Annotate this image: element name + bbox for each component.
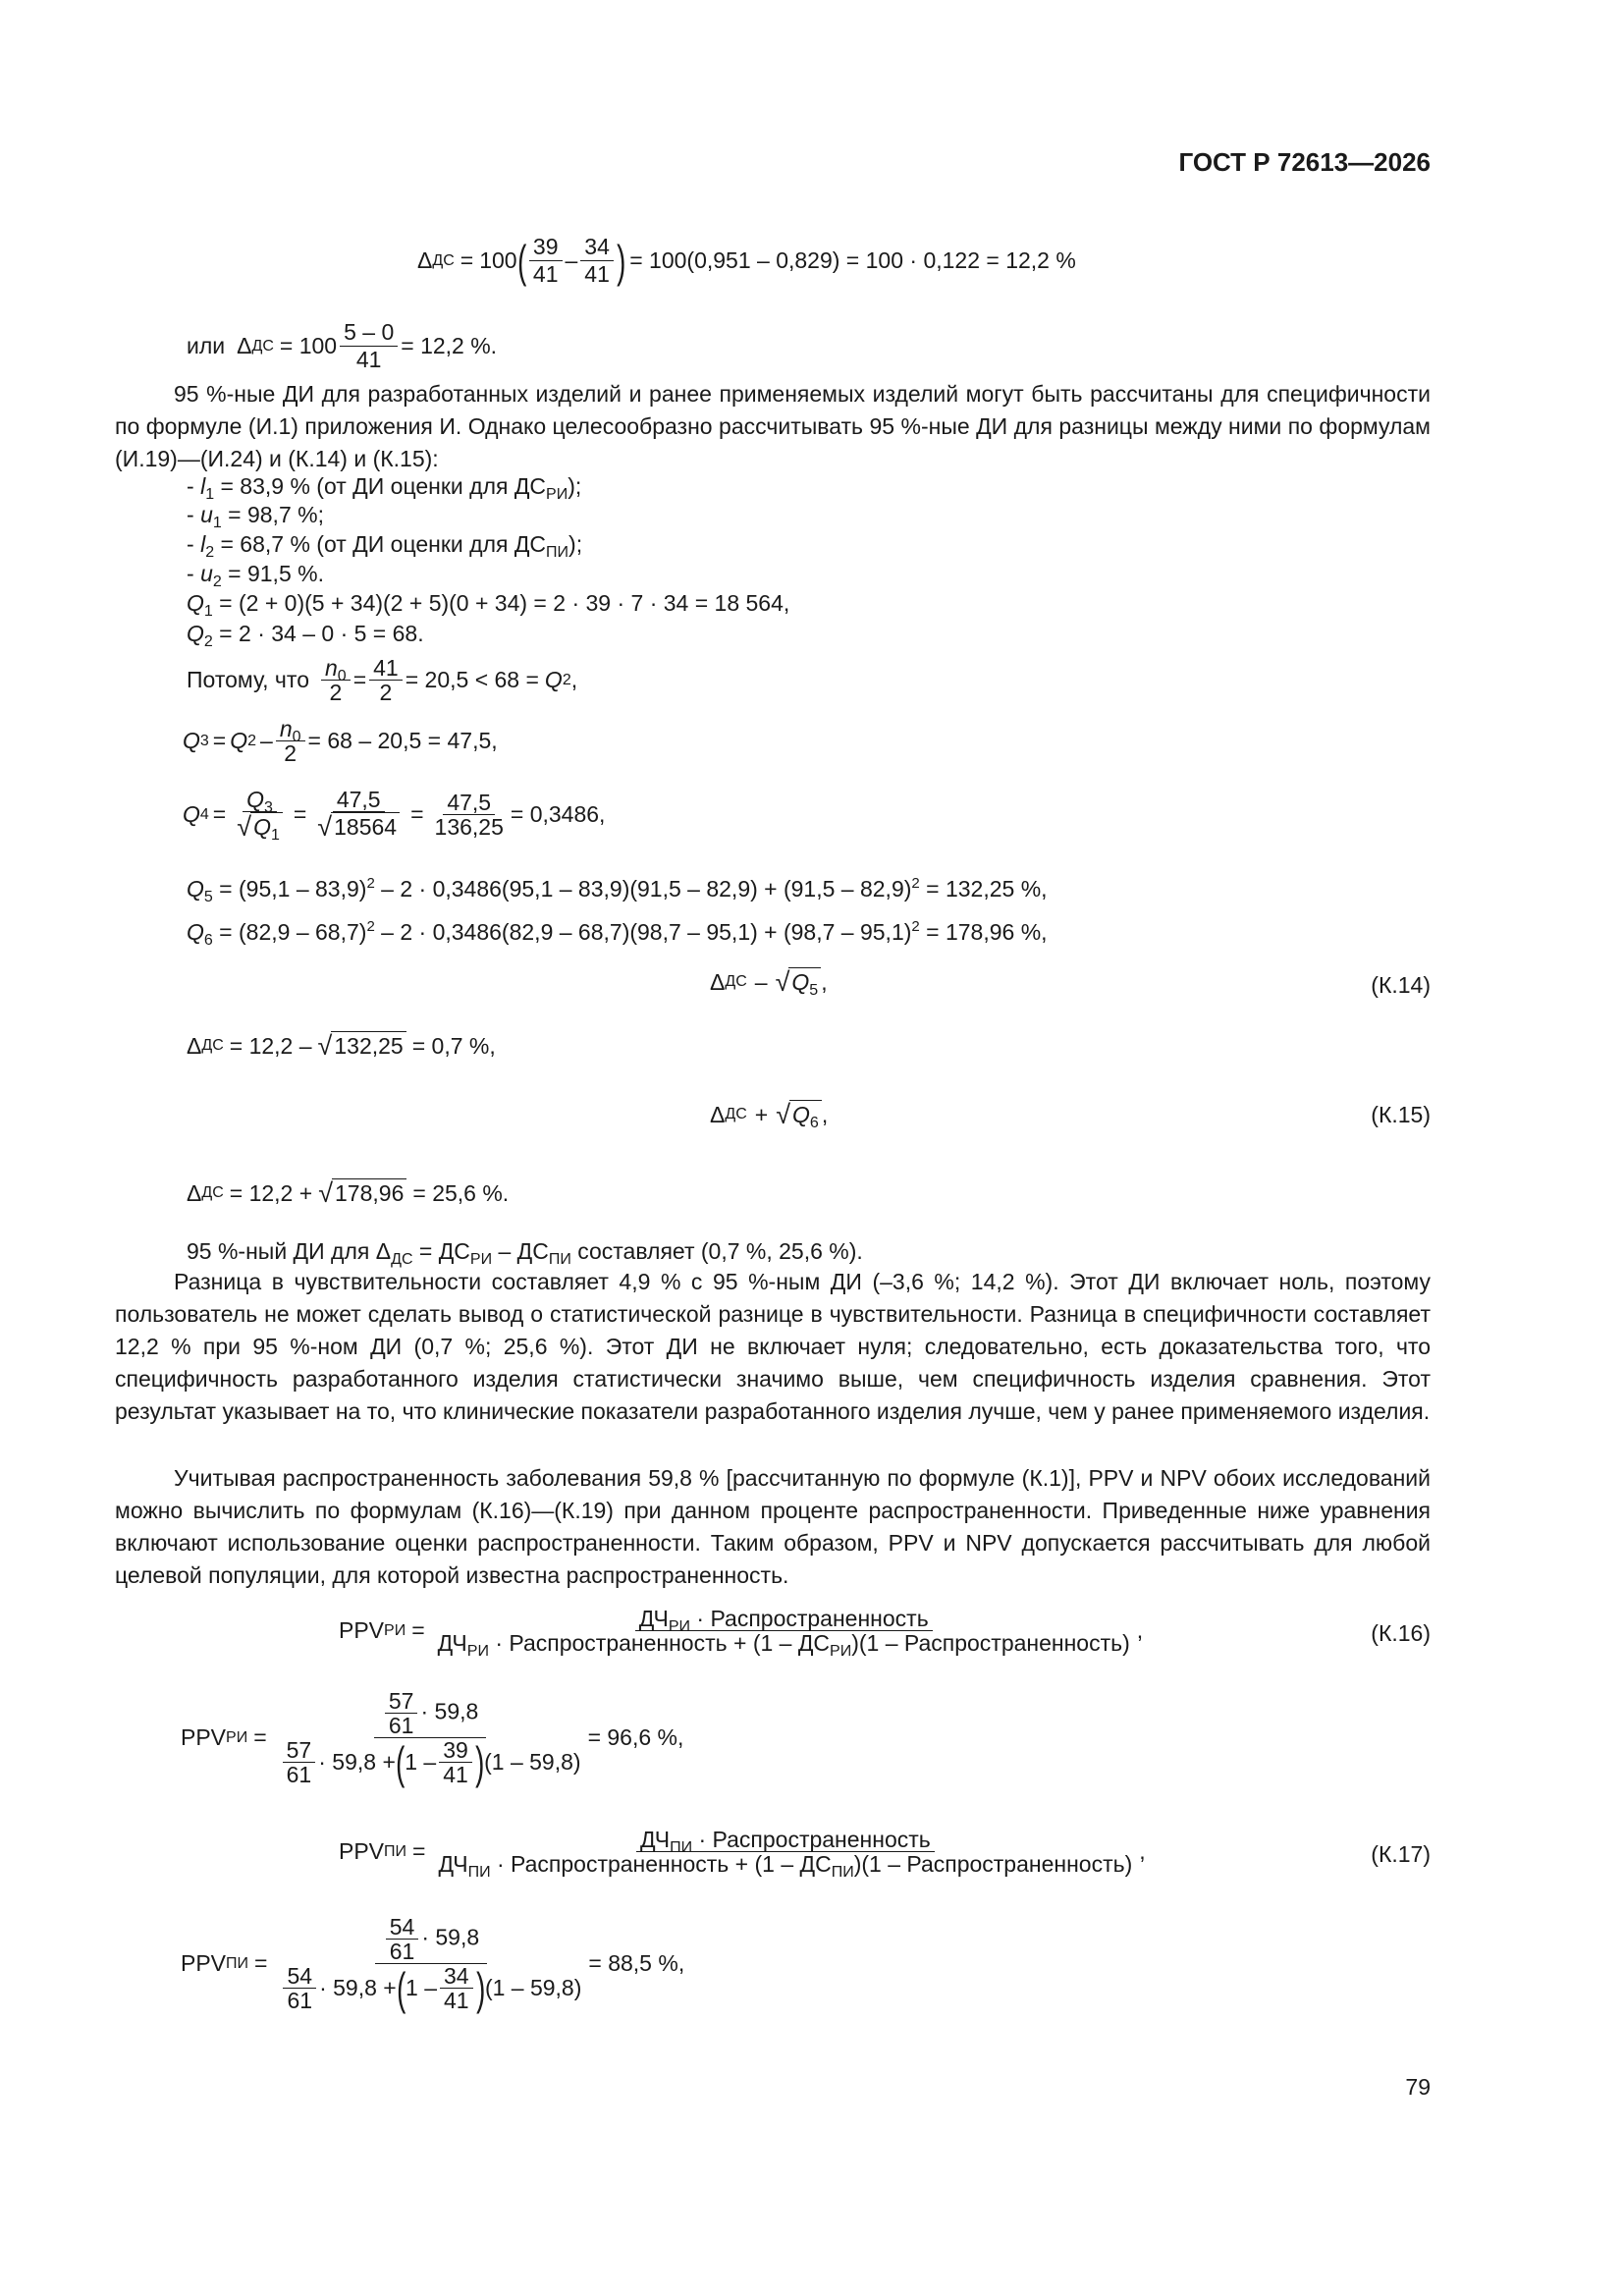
list-item: - $l_1 = 83,9$ % (от ДИ оценки для $ДС_{РИ}$); bbox=[187, 473, 582, 503]
equation-alt: или Δ ДС = 100 $\frac{5 - 0}{41}$ = 12,2 %. bbox=[187, 319, 498, 372]
delta-symbol: Δ bbox=[237, 333, 252, 358]
list-item: - $l_2 = 68,7$ % (от ДИ оценки для $ДС_{ПИ}$); bbox=[187, 531, 583, 561]
fraction: $\frac{34}{41}$ bbox=[580, 234, 614, 288]
document-header: ГОСТ Р 72613—2026 bbox=[1178, 147, 1431, 177]
open-paren: ( bbox=[516, 235, 526, 287]
delta-symbol: Δ bbox=[417, 247, 433, 273]
equation-k14: Δ ДС – √ $Q_5$ , bbox=[710, 967, 828, 999]
equation-result: = 100(0,951 – 0,829) = 100 · 0,122 = 12,2 % bbox=[629, 247, 1076, 273]
equation-k16-calc: PPV РИ = $\frac{57}{61}$ · 59,8 $\frac{57}{61}$ · 59,8 + ( 1 – $\frac{39}{41}$ ) (1 – 59,8) = 96,6 %, bbox=[181, 1688, 684, 1788]
coefficient: = 100 bbox=[279, 333, 338, 358]
equals-sign: = bbox=[460, 247, 474, 273]
equation-k15-calc: Δ ДС = 12,2 + √ 178,96 = 25,6 %. bbox=[187, 1178, 510, 1208]
equation-k15: Δ ДС + √ $Q_6$ , bbox=[710, 1100, 829, 1131]
page-number: 79 bbox=[1405, 2074, 1431, 2100]
equation-q4: Q 4 = $Q_3$ √ $Q_1$ = 47,5 √ 18564 = $\frac{47,5}{136,25}$ = 0,3486, bbox=[183, 787, 606, 844]
coefficient: 100 bbox=[479, 247, 517, 273]
equation-condition: Потому, что $\frac{n_0}{2}$ = $\frac{41}{2}$ = 20,5 < 68 = Q 2 , bbox=[187, 655, 578, 705]
ci-result-line: 95 %-ный ДИ для $\Delta_{ДС} = ДС_{РИ} - ДС_{ПИ}$ составляет (0,7 %, 25,6 %). bbox=[187, 1238, 863, 1268]
equation-q5: $Q_5 = (95,1 - 83,9)^2 - 2 \cdot 0,3486(95,1 - 83,9)(91,5 - 82,9) + (91,5 - 82,9)^2 = 132,25$ %, bbox=[187, 875, 1048, 905]
equation-q3: Q 3 = Q 2 – $\frac{n_0}{2}$ = 68 – 20,5 = 47,5, bbox=[183, 716, 498, 766]
close-paren: ) bbox=[616, 235, 626, 287]
equation-number: (К.14) bbox=[1371, 972, 1431, 998]
list-item: - $u_2 = 91,5$ %. bbox=[187, 561, 324, 590]
equation-q1: $Q_1 = (2 + 0)(5 + 34)(2 + 5)(0 + 34) = 2 \cdot 39 \cdot 7 \cdot 34 = 18$ 564, bbox=[187, 590, 790, 620]
list-item: - $u_1 = 98,7$ %; bbox=[187, 502, 324, 531]
fraction: $\frac{39}{41}$ bbox=[529, 234, 563, 288]
equation-q2: $Q_2 = 2 \cdot 34 - 0 \cdot 5 = 68$. bbox=[187, 621, 424, 650]
equation-number: (К.17) bbox=[1371, 1841, 1431, 1867]
equation-k16: PPV РИ = $ДЧ_{РИ}$ · Распространенность $ДЧ_{РИ}$ · Распространенность + $(1 - ДС_{РИ})(1$ – Распространенность) , bbox=[339, 1606, 1144, 1660]
conjunction: или bbox=[187, 333, 226, 358]
equation-k17: PPV ПИ = $ДЧ_{ПИ}$ · Распространенность $ДЧ_{ПИ}$ · Распространенность + $(1 - ДС_{ПИ})(1$ – Распространенность) , bbox=[339, 1827, 1146, 1881]
paragraph-prevalence: Учитывая распространенность заболевания 59,8 % [рассчитанную по формуле (К.1)], PPV и NPV обоих исследований можно вычислить по формулам (К.16)—(К.19) при данном проценте распространенности. Приведенные ниже уравнения включают использование оценки распространенности. Таким образом, PPV и NPV допускается рассчитывать для любой целевой популяции, для которой известна распространенность. bbox=[115, 1465, 1431, 1588]
minus-sign: – bbox=[565, 247, 578, 273]
equation-number: (К.15) bbox=[1371, 1102, 1431, 1127]
equation-k17-calc: PPV ПИ = $\frac{54}{61}$ · 59,8 $\frac{54}{61}$ · 59,8 + ( 1 – $\frac{34}{41}$ ) (1 – 59,8) = 88,5 %, bbox=[181, 1914, 685, 2014]
paragraph-ci-intro: 95 %-ные ДИ для разработанных изделий и ранее применяемых изделий могут быть рассчитаны для специфичности по формуле (И.1) приложения И. Однако целесообразно рассчитывать 95 %-ные ДИ для разницы между ними по формулам (И.19)—(И.24) и (К.14) и (К.15): bbox=[115, 381, 1431, 471]
fraction: $\frac{5 - 0}{41}$ bbox=[340, 319, 398, 373]
equation-number: (К.16) bbox=[1371, 1620, 1431, 1646]
equation-q6: $Q_6 = (82,9 - 68,7)^2 - 2 \cdot 0,3486(82,9 - 68,7)(98,7 - 95,1) + (98,7 - 95,1)^2 = 178,96$ %, bbox=[187, 918, 1048, 949]
paragraph-difference: Разница в чувствительности составляет 4,9 % с 95 %-ным ДИ (–3,6 %; 14,2 %). Этот ДИ включает ноль, поэтому пользователь не может сделать вывод о статистической разнице в чувствительности. Разница в специфичности составляет 12,2 % при 95 %-ном ДИ (0,7 %; 25,6 %). Этот ДИ не включает нуля; следовательно, есть доказательства того, что специфичность разработанного изделия статистически значимо выше, чем специфичность изделия сравнения. Этот результат указывает на то, что клинические показатели разработанного изделия лучше, чем у ранее применяемого изделия. bbox=[115, 1269, 1431, 1424]
equation-delta-ds: Δ ДС = 100 ( $\frac{39}{41}$ – $\frac{34}{41}$ ) = 100(0,951 – 0,829) = 100 · 0,122 = 12,2 % bbox=[417, 234, 1076, 287]
equation-k14-calc: Δ ДС = 12,2 – √ 132,25 = 0,7 %, bbox=[187, 1031, 496, 1061]
equation-result: = 12,2 %. bbox=[401, 333, 498, 358]
